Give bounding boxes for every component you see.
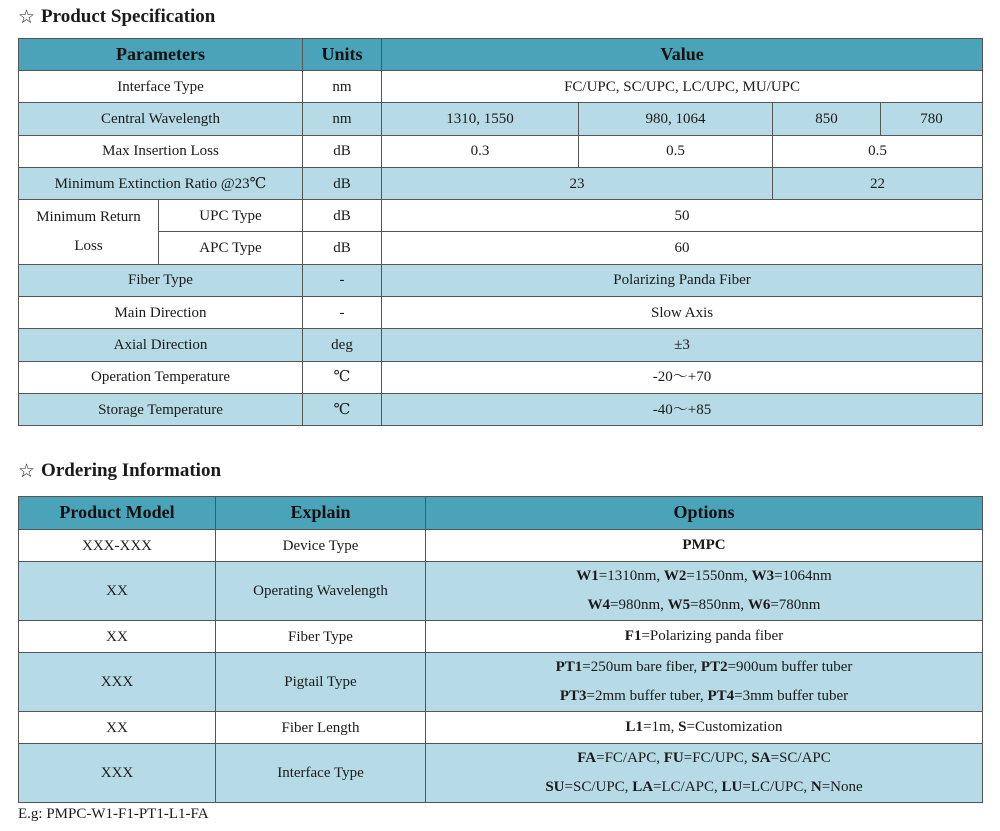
return-loss-line2: Loss [74,237,103,254]
ordering-title-text: Ordering Information [41,460,222,481]
option-text: =None [821,779,863,795]
unit-cell: deg [303,329,382,361]
row-storage-temperature [19,393,983,425]
option-code: LU [721,779,743,795]
unit-cell: dB [303,232,382,264]
header-parameters: Parameters [19,39,303,71]
explain-cell: Device Type [216,530,426,562]
option-code: FA [577,750,597,766]
param-label: Main Direction [19,297,303,329]
value-cell: FC/UPC, SC/UPC, LC/UPC, MU/UPC [382,71,983,103]
value-cell: 850 [773,103,881,135]
value-cell: 22 [773,167,983,199]
option-text: =SC/APC [770,750,831,766]
model-cell: XXX [19,744,216,803]
option-code: S [678,719,687,735]
param-label-return-loss [19,200,159,265]
unit-cell: dB [303,200,382,232]
row-main-direction [19,297,983,329]
option-code: PT4 [707,688,735,704]
option-code: PT2 [700,659,728,675]
option-text: =SC/UPC, [564,779,633,795]
option-code: W2 [663,568,687,584]
options-cell [426,621,983,653]
option-text: =Customization [686,719,783,735]
unit-cell: - [303,297,382,329]
row-fiber-type [19,264,983,296]
option-text: =LC/APC, [653,779,722,795]
explain-cell: Operating Wavelength [216,562,426,621]
option-text: =3mm buffer tuber [734,688,849,704]
row-fiber-length [19,712,983,744]
ordering-table [18,496,983,803]
row-device-type [19,530,983,562]
ordering-header-row [19,497,983,530]
spec-title-text: Product Specification [41,6,216,27]
model-cell: XXX-XXX [19,530,216,562]
option-code: N [810,779,822,795]
sub-param-label: APC Type [159,232,303,264]
value-cell: 980, 1064 [579,103,773,135]
unit-cell: ℃ [303,393,382,425]
param-label: Minimum Extinction Ratio @23℃ [19,167,303,199]
model-cell: XX [19,712,216,744]
model-cell: XX [19,562,216,621]
option-code: L1 [625,719,644,735]
value-cell: Slow Axis [382,297,983,329]
unit-cell: nm [303,103,382,135]
spec-section-title [18,6,215,28]
option-text: =250um bare fiber, [582,659,701,675]
option-code: PMPC [682,537,726,553]
unit-cell: - [303,264,382,296]
explain-cell: Fiber Length [216,712,426,744]
row-return-loss-apc [19,232,983,264]
star-outline-icon: ☆ [18,460,36,482]
option-text: =Polarizing panda fiber [641,628,784,644]
param-label: Fiber Type [19,264,303,296]
param-label: Max Insertion Loss [19,135,303,167]
option-text: =1064nm [774,568,832,584]
value-cell: 50 [382,200,983,232]
row-min-extinction-ratio [19,167,983,199]
options-cell [426,712,983,744]
value-cell: Polarizing Panda Fiber [382,264,983,296]
option-text: =1550nm, [686,568,752,584]
value-cell: 780 [881,103,983,135]
row-axial-direction [19,329,983,361]
option-text: =FC/APC, [596,750,664,766]
row-pigtail-type [19,653,983,712]
option-code: FU [663,750,684,766]
spec-table [18,38,983,426]
option-code: W4 [587,597,611,613]
row-interface-type [19,71,983,103]
header-options: Options [426,497,983,530]
param-label: Interface Type [19,71,303,103]
row-central-wavelength [19,103,983,135]
unit-cell: nm [303,71,382,103]
value-cell: 0.5 [773,135,983,167]
option-text: =850nm, [690,597,748,613]
option-text: =900um buffer tuber [727,659,853,675]
explain-cell: Interface Type [216,744,426,803]
options-cell [426,530,983,562]
option-code: SA [751,750,771,766]
options-cell [426,562,983,621]
option-code: W5 [667,597,691,613]
param-label: Storage Temperature [19,393,303,425]
option-text: =2mm buffer tuber, [586,688,708,704]
option-text: =1310nm, [598,568,664,584]
option-text: =1m, [643,719,679,735]
option-code: W3 [751,568,775,584]
row-max-insertion-loss [19,135,983,167]
option-text: =980nm, [610,597,668,613]
row-return-loss-upc [19,200,983,232]
option-code: F1 [624,628,642,644]
options-cell [426,653,983,712]
option-text: =LC/UPC, [742,779,811,795]
header-product-model: Product Model [19,497,216,530]
row-interface-type [19,744,983,803]
value-cell: -40～+85 [382,393,983,425]
value-cell: 0.3 [382,135,579,167]
param-label: Axial Direction [19,329,303,361]
value-cell: 23 [382,167,773,199]
sub-param-label: UPC Type [159,200,303,232]
row-operating-wavelength [19,562,983,621]
model-cell: XXX [19,653,216,712]
return-loss-line1: Minimum Return [36,208,141,225]
options-cell [426,744,983,803]
option-code: LA [632,779,654,795]
unit-cell: ℃ [303,361,382,393]
value-cell: 0.5 [579,135,773,167]
value-cell: 1310, 1550 [382,103,579,135]
param-label: Operation Temperature [19,361,303,393]
ordering-section-title [18,460,221,482]
header-units: Units [303,39,382,71]
value-cell: 60 [382,232,983,264]
row-fiber-type [19,621,983,653]
value-cell: -20～+70 [382,361,983,393]
option-code: PT1 [555,659,583,675]
param-label: Central Wavelength [19,103,303,135]
explain-cell: Pigtail Type [216,653,426,712]
model-cell: XX [19,621,216,653]
option-code: SU [545,779,565,795]
row-operation-temperature [19,361,983,393]
header-explain: Explain [216,497,426,530]
unit-cell: dB [303,167,382,199]
value-cell: ±3 [382,329,983,361]
option-code: W1 [576,568,599,584]
option-code: PT3 [559,688,587,704]
option-text: =FC/UPC, [683,750,752,766]
spec-header-row [19,39,983,71]
header-value: Value [382,39,983,71]
example-note: E.g: PMPC-W1-F1-PT1-L1-FA [18,806,209,822]
option-text: =780nm [770,597,821,613]
explain-cell: Fiber Type [216,621,426,653]
option-code: W6 [747,597,771,613]
star-outline-icon: ☆ [18,6,36,28]
unit-cell: dB [303,135,382,167]
